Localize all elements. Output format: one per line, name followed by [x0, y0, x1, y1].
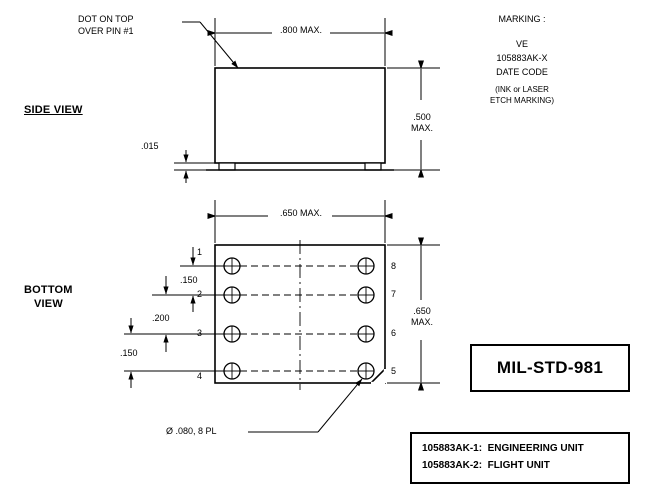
pin-number-4: 4 [196, 371, 202, 381]
dimension-pitch-150-top: .150 [180, 275, 198, 285]
marking-note-line2: ETCH MARKING) [490, 96, 554, 105]
view-label-bottom-line2: VIEW [34, 298, 63, 310]
dimension-bottom-height-650-max: MAX. [410, 317, 433, 327]
pin-number-2: 2 [196, 289, 202, 299]
dimension-standoff-015: .015 [141, 141, 159, 151]
bottom-view-geometry [215, 240, 385, 390]
dimension-bottom-width-650-max: .650 MAX. [279, 208, 323, 218]
marking-heading: MARKING : [498, 14, 546, 24]
dimension-pitch-200: .200 [152, 313, 170, 323]
pin-number-1: 1 [196, 247, 202, 257]
title-block-mil-std [470, 344, 630, 392]
callout-hole-diameter: Ø .080, 8 PL [166, 426, 217, 436]
callout-dot-on-top-line1: DOT ON TOP [78, 14, 134, 24]
dimension-bottom-height-650-value: .650 [413, 306, 431, 316]
dimension-height-500-value: .500 [413, 112, 431, 122]
pin-number-5: 5 [391, 366, 397, 376]
pin-number-6: 6 [391, 328, 397, 338]
pin-number-7: 7 [391, 289, 397, 299]
marking-line-partnumber: 105883AK-X [496, 53, 548, 63]
pin-number-8: 8 [391, 261, 397, 271]
marking-line-ve: VE [515, 39, 528, 49]
pin-number-3: 3 [196, 328, 202, 338]
parts-list-item-1: 105883AK-1: ENGINEERING UNIT [422, 443, 584, 454]
dimension-height-500-max: MAX. [410, 123, 433, 133]
title-block-text: MIL-STD-981 [496, 358, 604, 377]
parts-list-box [410, 432, 630, 484]
dimension-pitch-150-bottom: .150 [120, 348, 138, 358]
callout-dot-on-top-line2: OVER PIN #1 [78, 26, 134, 36]
dimension-width-800-max: .800 MAX. [279, 25, 323, 35]
marking-note-line1: (INK or LASER [495, 85, 549, 94]
side-view-geometry [206, 68, 394, 170]
view-label-bottom-line1: BOTTOM [24, 284, 73, 296]
view-label-side: SIDE VIEW [24, 104, 83, 116]
marking-line-date-code: DATE CODE [496, 67, 548, 77]
parts-list-item-2: 105883AK-2: FLIGHT UNIT [422, 460, 550, 471]
